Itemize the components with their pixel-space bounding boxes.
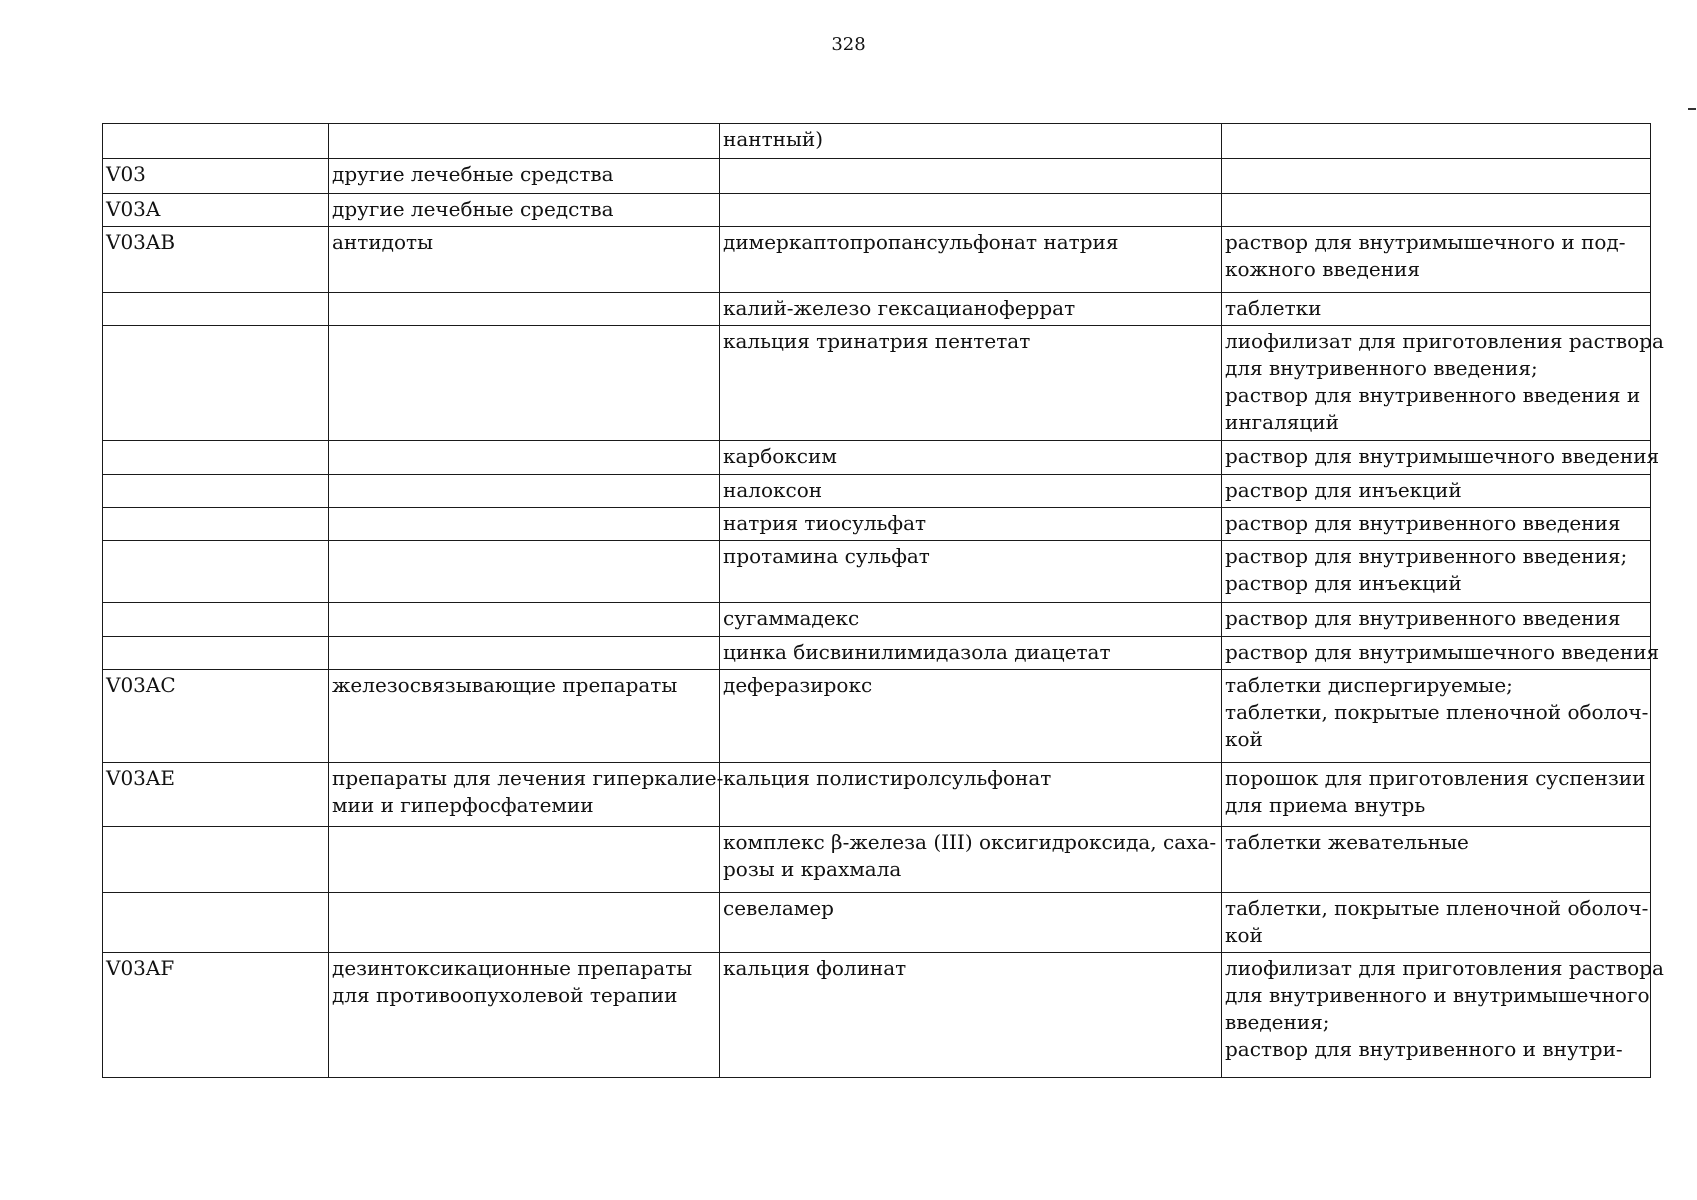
cell-text-line: натрия тиосульфат bbox=[723, 511, 927, 535]
dosage-form-cell bbox=[1222, 326, 1664, 441]
cell-text-line: лиофилизат для приготовления раствора bbox=[1225, 956, 1664, 980]
group-name-cell bbox=[329, 508, 720, 541]
cell-text-line: цинка бисвинилимидазола диацетат bbox=[723, 640, 1111, 664]
table-body bbox=[103, 124, 1664, 1078]
cell-text-line: раствор для инъекций bbox=[1225, 571, 1462, 595]
table-row bbox=[103, 293, 1651, 326]
table-row bbox=[103, 953, 1651, 1078]
atc-code-cell bbox=[103, 475, 329, 508]
drug-name-cell bbox=[720, 159, 1222, 194]
cell-text-line: комплекс β-железа (III) оксигидроксида, саха- bbox=[723, 830, 1217, 854]
dosage-form-cell bbox=[1222, 953, 1664, 1078]
cell-text-line: ингаляций bbox=[1225, 410, 1339, 434]
group-name-cell bbox=[329, 893, 720, 953]
cell-text-line: карбоксим bbox=[723, 444, 837, 468]
dosage-form-cell bbox=[1222, 194, 1651, 227]
cell-text-line: раствор для инъекций bbox=[1225, 478, 1462, 502]
drug-name-cell bbox=[720, 763, 1222, 827]
group-name-cell bbox=[329, 441, 720, 475]
group-name-cell bbox=[329, 326, 720, 441]
group-name-cell bbox=[329, 827, 720, 893]
table-row bbox=[103, 475, 1651, 508]
cell-text-line: для внутривенного введения; bbox=[1225, 356, 1538, 380]
cell-text-line: кожного введения bbox=[1225, 257, 1420, 281]
cell-text-line: кальция фолинат bbox=[723, 956, 907, 980]
cell-text-line: раствор для внутривенного и внутри- bbox=[1225, 1037, 1623, 1061]
cell-text-line: раствор для внутривенного введения bbox=[1225, 511, 1621, 535]
group-name-cell bbox=[329, 953, 720, 1078]
drug-name-cell bbox=[720, 637, 1222, 670]
atc-code-cell: V03AC bbox=[103, 670, 329, 763]
drug-name-cell bbox=[720, 293, 1222, 326]
dosage-form-cell bbox=[1222, 827, 1651, 893]
cell-text-line: порошок для приготовления суспензии bbox=[1225, 766, 1646, 790]
table-row bbox=[103, 159, 1651, 194]
cell-text-line: кальция тринатрия пентетат bbox=[723, 329, 1031, 353]
table-row bbox=[103, 827, 1651, 893]
cell-text-line: раствор для внутривенного введения; bbox=[1225, 544, 1628, 568]
group-name-cell bbox=[329, 763, 724, 827]
cell-text-line: кой bbox=[1225, 923, 1263, 947]
cell-text-line: калий-железо гексацианоферрат bbox=[723, 296, 1076, 320]
dosage-form-cell bbox=[1222, 475, 1651, 508]
group-name-cell bbox=[329, 159, 720, 194]
drug-name-cell bbox=[720, 475, 1222, 508]
atc-code-cell bbox=[103, 893, 329, 953]
table-row bbox=[103, 508, 1651, 541]
cell-text-line: таблетки диспергируемые; bbox=[1225, 673, 1513, 697]
group-name-cell bbox=[329, 541, 720, 603]
table-row bbox=[103, 124, 1651, 159]
drug-name-cell bbox=[720, 441, 1222, 475]
atc-code-cell: V03AF bbox=[103, 953, 329, 1078]
table-row bbox=[103, 326, 1651, 441]
table-row bbox=[103, 893, 1651, 953]
atc-code-cell bbox=[103, 293, 329, 326]
drug-name-cell bbox=[720, 227, 1222, 293]
cell-text-line: антидоты bbox=[332, 230, 433, 254]
dosage-form-cell bbox=[1222, 603, 1651, 637]
drug-name-cell bbox=[720, 603, 1222, 637]
cell-text-line: введения; bbox=[1225, 1010, 1330, 1034]
cell-text-line: раствор для внутримышечного введения bbox=[1225, 444, 1660, 468]
drug-classification-table bbox=[102, 123, 1664, 1078]
drug-name-cell bbox=[720, 893, 1222, 953]
drug-name-cell bbox=[720, 670, 1222, 763]
atc-code-cell bbox=[103, 326, 329, 441]
table-row bbox=[103, 441, 1651, 475]
dosage-form-cell bbox=[1222, 293, 1651, 326]
cell-text-line: другие лечебные средства bbox=[332, 162, 614, 186]
dosage-form-cell bbox=[1222, 124, 1651, 159]
atc-code-cell bbox=[103, 508, 329, 541]
table-row bbox=[103, 194, 1651, 227]
drug-name-cell bbox=[720, 508, 1222, 541]
dosage-form-cell bbox=[1222, 441, 1660, 475]
atc-code-cell: V03AB bbox=[103, 227, 329, 293]
cell-text-line: для противоопухолевой терапии bbox=[332, 983, 678, 1007]
cell-text-line: таблетки bbox=[1225, 296, 1322, 320]
cell-text-line: другие лечебные средства bbox=[332, 197, 614, 221]
atc-code-cell bbox=[103, 603, 329, 637]
cell-text-line: протамина сульфат bbox=[723, 544, 930, 568]
dosage-form-cell bbox=[1222, 763, 1651, 827]
cell-text-line: для внутривенного и внутримышечного bbox=[1225, 983, 1650, 1007]
cell-text-line: препараты для лечения гиперкалие- bbox=[332, 766, 724, 790]
table-row bbox=[103, 637, 1651, 670]
drug-name-cell bbox=[720, 827, 1222, 893]
atc-code-cell: V03 bbox=[103, 159, 329, 194]
cell-text-line: раствор для внутримышечного и под- bbox=[1225, 230, 1626, 254]
cell-text-line: кой bbox=[1225, 727, 1263, 751]
group-name-cell bbox=[329, 603, 720, 637]
cell-text-line: лиофилизат для приготовления раствора bbox=[1225, 329, 1664, 353]
dosage-form-cell bbox=[1222, 893, 1651, 953]
cell-text-line: таблетки жевательные bbox=[1225, 830, 1469, 854]
dosage-form-cell bbox=[1222, 637, 1660, 670]
group-name-cell bbox=[329, 194, 720, 227]
cell-text-line: таблетки, покрытые пленочной оболоч- bbox=[1225, 896, 1649, 920]
group-name-cell bbox=[329, 637, 720, 670]
atc-code-cell bbox=[103, 637, 329, 670]
table-row bbox=[103, 227, 1651, 293]
group-name-cell bbox=[329, 293, 720, 326]
drug-name-cell bbox=[720, 953, 1222, 1078]
cell-text-line: мии и гиперфосфатемии bbox=[332, 793, 594, 817]
drug-name-cell bbox=[720, 326, 1222, 441]
dosage-form-cell bbox=[1222, 541, 1651, 603]
cell-text-line: раствор для внутривенного введения и bbox=[1225, 383, 1641, 407]
table-row bbox=[103, 763, 1651, 827]
group-name-cell bbox=[329, 670, 720, 763]
group-name-cell bbox=[329, 227, 720, 293]
cell-text-line: раствор для внутривенного введения bbox=[1225, 606, 1621, 630]
page-number: 328 bbox=[831, 34, 866, 55]
margin-mark bbox=[1688, 108, 1696, 110]
cell-text-line: раствор для внутримышечного введения bbox=[1225, 640, 1660, 664]
table-row bbox=[103, 603, 1651, 637]
cell-text-line: для приема внутрь bbox=[1225, 793, 1426, 817]
cell-text-line: таблетки, покрытые пленочной оболоч- bbox=[1225, 700, 1649, 724]
atc-code-cell: V03A bbox=[103, 194, 329, 227]
group-name-cell bbox=[329, 124, 720, 159]
table-row bbox=[103, 541, 1651, 603]
dosage-form-cell bbox=[1222, 670, 1651, 763]
cell-text-line: димеркаптопропансульфонат натрия bbox=[723, 230, 1119, 254]
dosage-form-cell bbox=[1222, 159, 1651, 194]
dosage-form-cell bbox=[1222, 227, 1651, 293]
drug-name-cell bbox=[720, 124, 1222, 159]
cell-text-line: севеламер bbox=[723, 896, 834, 920]
drug-name-cell bbox=[720, 194, 1222, 227]
cell-text-line: розы и крахмала bbox=[723, 857, 902, 881]
group-name-cell bbox=[329, 475, 720, 508]
atc-code-cell bbox=[103, 827, 329, 893]
atc-code-cell bbox=[103, 541, 329, 603]
cell-text-line: кальция полистиролсульфонат bbox=[723, 766, 1052, 790]
cell-text-line: дезинтоксикационные препараты bbox=[332, 956, 693, 980]
atc-code-cell: V03AE bbox=[103, 763, 329, 827]
cell-text-line: налоксон bbox=[723, 478, 823, 502]
table-row bbox=[103, 670, 1651, 763]
cell-text-line: сугаммадекс bbox=[723, 606, 860, 630]
cell-text-line: деферазирокс bbox=[723, 673, 873, 697]
cell-text-line: нантный) bbox=[723, 127, 824, 151]
atc-code-cell bbox=[103, 441, 329, 475]
atc-code-cell bbox=[103, 124, 329, 159]
cell-text-line: железосвязывающие препараты bbox=[332, 673, 678, 697]
dosage-form-cell bbox=[1222, 508, 1651, 541]
drug-name-cell bbox=[720, 541, 1222, 603]
